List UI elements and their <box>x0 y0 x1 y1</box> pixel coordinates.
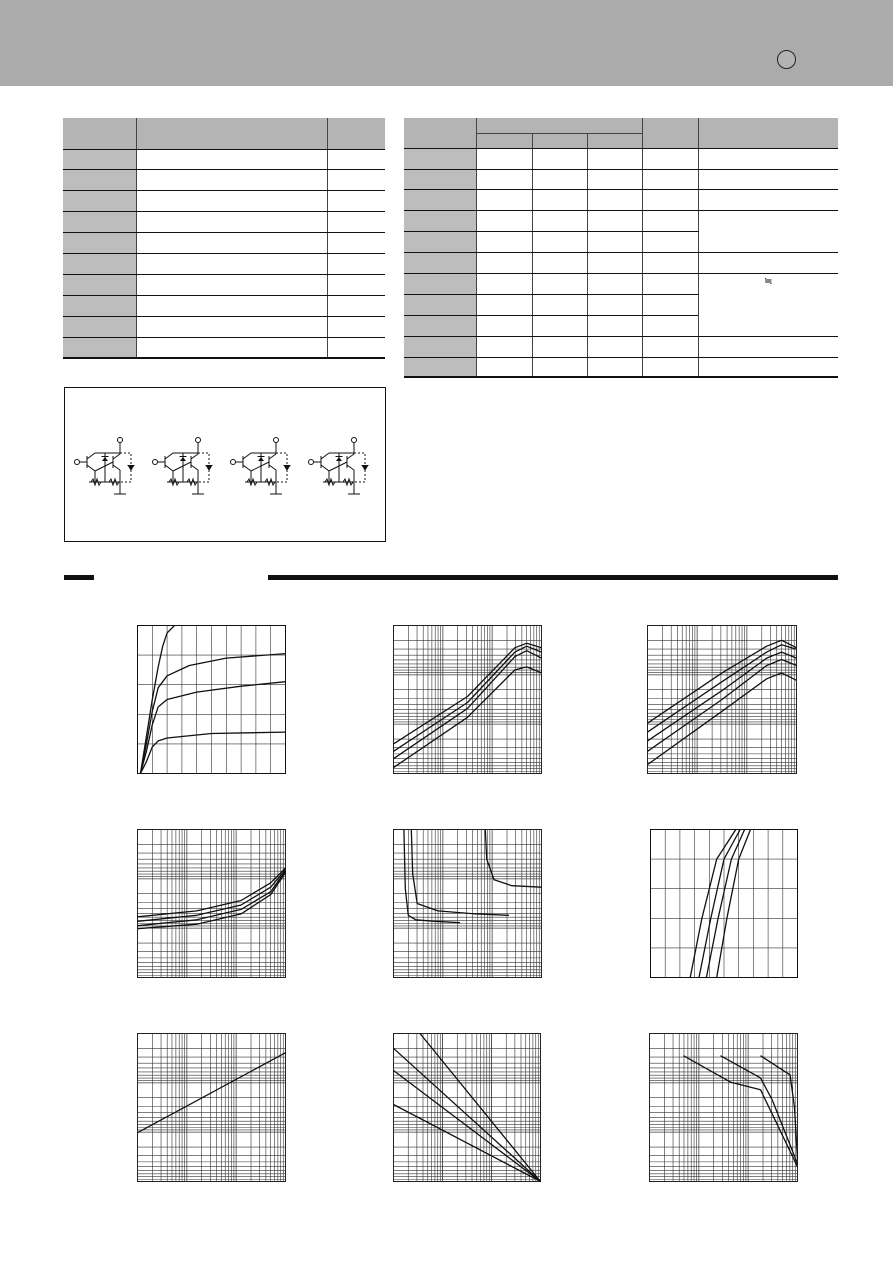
char-cell <box>532 315 587 336</box>
char-row-label <box>404 273 476 294</box>
char-cell <box>587 252 642 273</box>
chart-grid <box>394 1034 541 1182</box>
ratings-row <box>63 232 385 253</box>
diode-icon <box>102 457 108 461</box>
diode-icon <box>128 466 134 471</box>
wire <box>113 454 120 459</box>
chart-grid <box>138 626 286 774</box>
ratings-row-label <box>63 149 136 169</box>
ratings-col-item <box>136 118 327 149</box>
char-cell <box>698 210 838 252</box>
ratings-cell <box>327 190 385 211</box>
chart-grid <box>138 830 286 978</box>
ratings-row <box>63 253 385 274</box>
wire <box>269 454 276 459</box>
char-cell <box>642 189 698 210</box>
ratings-row-label <box>63 232 136 253</box>
char-cell <box>476 252 532 273</box>
wire <box>165 465 173 471</box>
chart-grid <box>651 830 798 978</box>
wire <box>251 462 269 471</box>
char-cell <box>532 148 587 169</box>
ratings-row <box>63 211 385 232</box>
wire <box>243 453 251 459</box>
chart-frame <box>138 830 286 978</box>
chart-grid <box>138 1034 286 1182</box>
ratings-row <box>63 295 385 316</box>
char-col-symbol <box>404 118 476 148</box>
wire <box>95 462 113 471</box>
ratings-row-label <box>63 337 136 358</box>
char-row-label <box>404 189 476 210</box>
ratings-row-label <box>63 295 136 316</box>
characteristics-table <box>404 118 838 378</box>
diode-icon <box>206 466 212 471</box>
ratings-cell <box>327 211 385 232</box>
equivalent-circuit-diagram <box>65 388 385 541</box>
char-cell <box>587 189 642 210</box>
chart-grid <box>394 626 542 774</box>
input-terminal <box>75 460 80 465</box>
circle-outline-icon <box>777 50 796 69</box>
char-cell <box>698 357 838 377</box>
ratings-cell <box>327 337 385 358</box>
collector-terminal <box>118 438 123 443</box>
char-cell <box>532 273 587 294</box>
char-row-label <box>404 169 476 189</box>
ratings-cell <box>136 211 327 232</box>
ratings-cell <box>136 316 327 337</box>
wire <box>347 465 354 470</box>
ratings-col-unit <box>327 118 385 149</box>
ratings-row-label <box>63 253 136 274</box>
char-cell <box>476 169 532 189</box>
darlington-unit <box>75 438 135 495</box>
wire <box>321 465 329 471</box>
ratings-row-label <box>63 211 136 232</box>
darlington-unit <box>309 438 369 495</box>
ratings-row <box>63 274 385 295</box>
char-cell <box>532 336 587 357</box>
char-cell <box>532 189 587 210</box>
wire <box>191 465 198 470</box>
ratings-cell <box>136 149 327 169</box>
chart-frame <box>138 1034 286 1182</box>
wire <box>243 465 251 471</box>
char-cell <box>476 294 532 315</box>
ratings-cell <box>136 337 327 358</box>
graph-2 <box>393 625 542 774</box>
darlington-unit <box>231 438 291 495</box>
char-cell <box>698 189 838 210</box>
char-cell <box>587 357 642 377</box>
ratings-row-label <box>63 274 136 295</box>
wire <box>321 453 329 459</box>
ratings-row-label <box>63 316 136 337</box>
ratings-cell <box>136 190 327 211</box>
char-cell <box>532 210 587 231</box>
char-row-label <box>404 294 476 315</box>
char-cell <box>532 252 587 273</box>
graph-5 <box>393 829 542 978</box>
ratings-cell <box>327 169 385 190</box>
graph-3 <box>647 625 797 774</box>
page-header-band <box>0 0 893 86</box>
ratings-row-label <box>63 169 136 190</box>
char-cell <box>642 294 698 315</box>
char-cell <box>587 148 642 169</box>
ratings-row <box>63 169 385 190</box>
char-cell <box>476 315 532 336</box>
char-cell <box>476 210 532 231</box>
ratings-row-label <box>63 190 136 211</box>
graph-8 <box>393 1033 541 1182</box>
diode-icon <box>336 457 342 461</box>
ratings-row <box>63 337 385 358</box>
char-col-limits <box>476 118 642 133</box>
graph-7 <box>137 1033 286 1182</box>
ratings-cell <box>136 169 327 190</box>
char-cell <box>642 148 698 169</box>
char-col-unit <box>642 118 698 148</box>
char-cell <box>587 210 642 231</box>
ratings-cell <box>327 274 385 295</box>
ratings-cell <box>136 295 327 316</box>
section-bar-left <box>64 575 94 580</box>
chart-frame <box>394 1034 541 1182</box>
wire <box>191 454 198 459</box>
ratings-cell <box>327 232 385 253</box>
ratings-cell <box>327 253 385 274</box>
collector-terminal <box>196 438 201 443</box>
input-terminal <box>231 460 236 465</box>
char-cell <box>642 210 698 231</box>
char-cell <box>698 336 838 357</box>
char-cell <box>532 169 587 189</box>
char-cell <box>587 336 642 357</box>
ratings-table <box>63 118 385 359</box>
char-cell <box>587 231 642 252</box>
char-row-label <box>404 252 476 273</box>
wire <box>173 462 191 471</box>
ratings-cell <box>327 149 385 169</box>
section-bar-right <box>268 575 838 580</box>
char-col-max <box>587 133 642 148</box>
ratings-cell <box>136 274 327 295</box>
char-cell <box>698 252 838 273</box>
chart-frame <box>394 626 542 774</box>
graph-9 <box>649 1033 798 1182</box>
wire <box>113 465 120 470</box>
char-row-label <box>404 336 476 357</box>
ratings-row <box>63 190 385 211</box>
ratings-cell <box>327 295 385 316</box>
diode-icon <box>258 457 264 461</box>
char-cell <box>642 273 698 294</box>
equivalent-circuit-box <box>64 387 386 542</box>
char-cell <box>587 169 642 189</box>
input-terminal <box>153 460 158 465</box>
char-row-label <box>404 210 476 231</box>
collector-terminal <box>274 438 279 443</box>
char-cell <box>532 294 587 315</box>
ratings-cell <box>136 253 327 274</box>
darlington-unit <box>153 438 213 495</box>
diode-icon <box>362 466 368 471</box>
char-cell <box>476 336 532 357</box>
chart-grid <box>394 830 542 978</box>
char-row-label <box>404 315 476 336</box>
char-row-label <box>404 148 476 169</box>
char-row-label <box>404 357 476 377</box>
char-cell <box>642 252 698 273</box>
char-cell <box>476 189 532 210</box>
char-cell-approx: ≒ <box>698 273 838 336</box>
ratings-col-symbol <box>63 118 136 149</box>
char-cell <box>587 315 642 336</box>
collector-terminal <box>352 438 357 443</box>
ratings-cell <box>327 316 385 337</box>
chart-frame <box>394 830 542 978</box>
char-cell <box>642 169 698 189</box>
char-cell <box>642 231 698 252</box>
diode-icon <box>180 457 186 461</box>
char-row-label <box>404 231 476 252</box>
char-cell <box>476 148 532 169</box>
char-cell <box>698 169 838 189</box>
char-col-min <box>476 133 532 148</box>
char-cell <box>587 273 642 294</box>
ratings-row <box>63 316 385 337</box>
graph-6 <box>650 829 798 978</box>
char-cell <box>587 294 642 315</box>
input-terminal <box>309 460 314 465</box>
char-cell <box>476 273 532 294</box>
char-cell <box>642 357 698 377</box>
graph-1 <box>137 625 286 774</box>
wire <box>347 454 354 459</box>
wire <box>165 453 173 459</box>
char-cell <box>532 357 587 377</box>
char-cell <box>476 231 532 252</box>
wire <box>269 465 276 470</box>
wire <box>87 465 95 471</box>
char-cell <box>698 148 838 169</box>
ratings-row <box>63 149 385 169</box>
wire <box>329 462 347 471</box>
ratings-cell <box>136 232 327 253</box>
wire <box>87 453 95 459</box>
char-cell <box>642 336 698 357</box>
graph-4 <box>137 829 286 978</box>
char-col-typ <box>532 133 587 148</box>
char-cell <box>532 231 587 252</box>
char-col-conditions <box>698 118 838 148</box>
char-cell <box>642 315 698 336</box>
diode-icon <box>284 466 290 471</box>
char-cell <box>476 357 532 377</box>
